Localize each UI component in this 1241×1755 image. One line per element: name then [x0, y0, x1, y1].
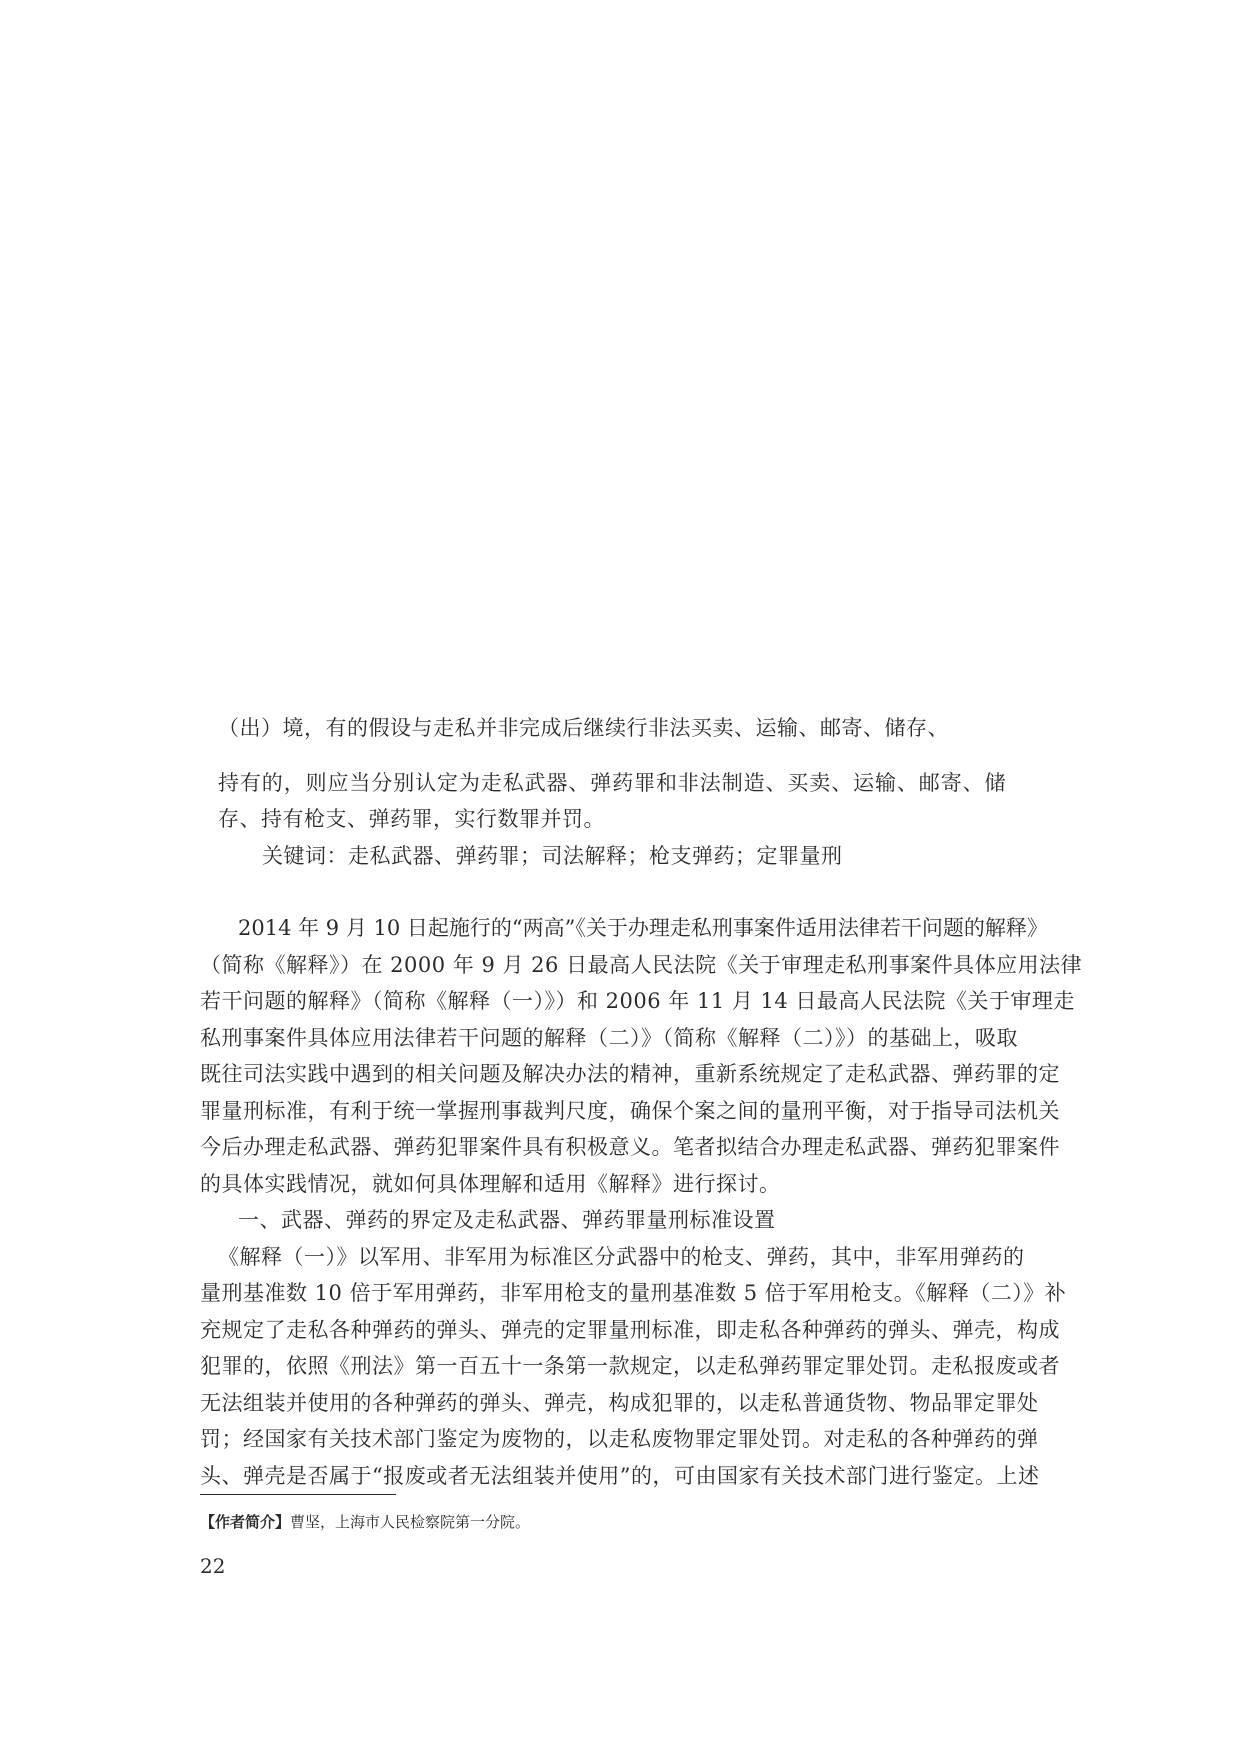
abstract-line: 存、持有枪支、弹药罪，实行数罪并罚。 [218, 807, 605, 831]
body-line: 2014 年 9 月 10 日起施行的“两高”《关于办理走私刑事案件适用法律若干问题的解释》 [238, 916, 1048, 940]
body-line: 今后办理走私武器、弹药犯罪案件具有积极意义。笔者拟结合办理走私武器、弹药犯罪案件 [200, 1135, 1060, 1159]
body-line: 的具体实践情况，就如何具体理解和适用《解释》进行探讨。 [200, 1172, 781, 1196]
body-line: 无法组装并使用的各种弹药的弹头、弹壳，构成犯罪的，以走私普通货物、物品罪定罪处 [200, 1391, 1039, 1415]
body-line: 《解释（一）》以军用、非军用为标准区分武器中的枪支、弹药，其中，非军用弹药的 [218, 1245, 1025, 1269]
abstract-line: 持有的，则应当分别认定为走私武器、弹药罪和非法制造、买卖、运输、邮寄、储 [218, 771, 1007, 795]
footnote-label: 【作者简介】 [200, 1513, 291, 1531]
abstract-cut-line [218, 716, 1038, 744]
page-number: 22 [200, 1554, 226, 1578]
body-line: 罪量刑标准，有利于统一掌握刑事裁判尺度，确保个案之间的量刑平衡，对于指导司法机关 [200, 1099, 1060, 1123]
body-line: 若干问题的解释》（简称《解释（一）》）和 2006 年 11 月 14 日最高人民法院《关于审理走 [200, 989, 1075, 1013]
footnote [200, 1512, 530, 1532]
body-line: （简称《解释》）在 2000 年 9 月 26 日最高人民法院《关于审理走私刑事案件具体应用法律 [200, 953, 1083, 977]
section-heading: 一、武器、弹药的界定及走私武器、弹药罪量刑标准设置 [238, 1208, 776, 1232]
abstract-cut-line-text: （出）境，有的假设与走私并非完成后继续行非法买卖、运输、邮寄、储存、 [218, 716, 949, 740]
footnote-rule [200, 1494, 396, 1495]
keywords-line: 关键词：走私武器、弹药罪；司法解释；枪支弹药；定罪量刑 [262, 844, 843, 868]
body-line: 犯罪的，依照《刑法》第一百五十一条第一款规定，以走私弹药罪定罪处罚。走私报废或者 [200, 1354, 1060, 1378]
body-line: 量刑基准数 10 倍于军用弹药，非军用枪支的量刑基准数 5 倍于军用枪支。《解释（二）》补 [200, 1281, 1067, 1305]
body-line: 私刑事案件具体应用法律若干问题的解释（二）》（简称《解释（二）》）的基础上，吸取 [200, 1026, 1018, 1050]
body-line: 充规定了走私各种弹药的弹头、弹壳的定罪量刑标准，即走私各种弹药的弹头、弹壳，构成 [200, 1318, 1060, 1342]
body-line: 罚；经国家有关技术部门鉴定为废物的，以走私废物罪定罪处罚。对走私的各种弹药的弹 [200, 1427, 1039, 1451]
footnote-text: 曹坚，上海市人民检察院第一分院。 [290, 1513, 531, 1531]
body-line: 头、弹壳是否属于“报废或者无法组装并使用”的，可由国家有关技术部门进行鉴定。上述 [200, 1464, 1040, 1488]
body-line: 既往司法实践中遇到的相关问题及解决办法的精神，重新系统规定了走私武器、弹药罪的定 [200, 1062, 1060, 1086]
